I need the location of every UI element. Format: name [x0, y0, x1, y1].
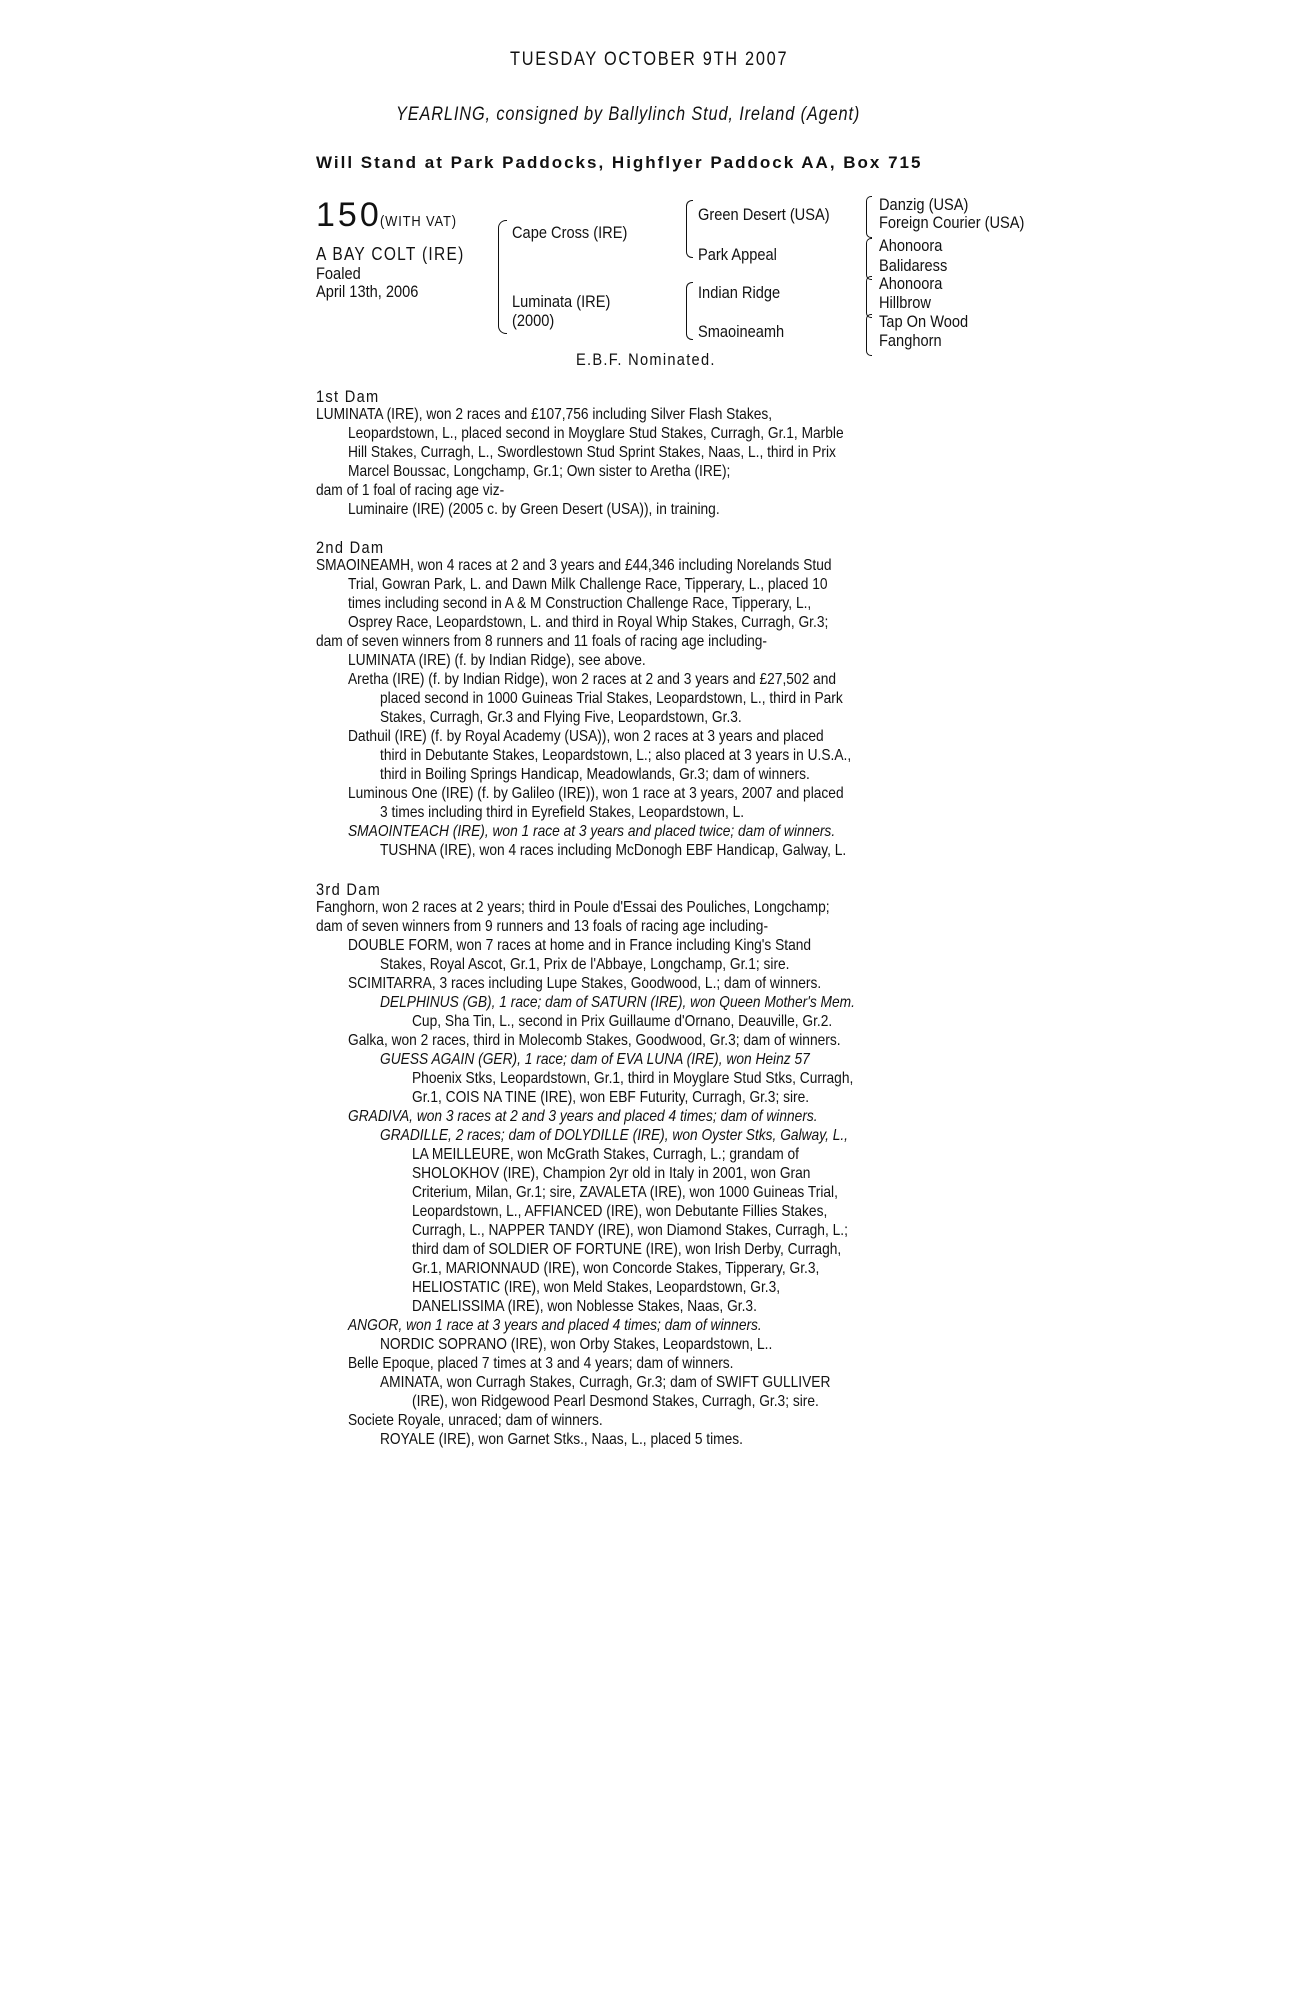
dam3-heading: 3rd Dam: [316, 880, 382, 899]
pedigree-brace-g2: [866, 238, 872, 280]
dam3-line: Stakes, Royal Ascot, Gr.1, Prix de l'Abbaye, Longchamp, Gr.1; sire.: [380, 956, 790, 973]
dam2-line: 3 times including third in Eyrefield Stakes, Leopardstown, L.: [380, 804, 745, 821]
dam: Luminata (IRE): [512, 292, 611, 311]
lot-number: 150: [316, 196, 382, 234]
great-grandsire-3: Ahonoora: [879, 274, 943, 293]
dam3-line: DELPHINUS (GB), 1 race; dam of SATURN (IRE), won Queen Mother's Mem.: [380, 994, 855, 1011]
sire-dam: Park Appeal: [698, 245, 777, 264]
stabling-location: Will Stand at Park Paddocks, Highflyer Paddock AA, Box 715: [316, 153, 923, 172]
foaled-label: Foaled: [316, 264, 361, 283]
dam-dam: Smaoineamh: [698, 322, 785, 341]
sire: Cape Cross (IRE): [512, 223, 628, 242]
dam-year: (2000): [512, 311, 555, 330]
dam1-line: Hill Stakes, Curragh, L., Swordlestown Stud Sprint Stakes, Naas, L., third in Prix: [348, 444, 836, 461]
dam3-line: Cup, Sha Tin, L., second in Prix Guillaume d'Ornano, Deauville, Gr.2.: [412, 1013, 833, 1030]
dam1-line: LUMINATA (IRE), won 2 races and £107,756 including Silver Flash Stakes,: [316, 406, 773, 423]
dam2-text: [316, 557, 1016, 867]
dam2-line: TUSHNA (IRE), won 4 races including McDonogh EBF Handicap, Galway, L.: [380, 842, 847, 859]
dam3-line: (IRE), won Ridgewood Pearl Desmond Stakes, Curragh, Gr.3; sire.: [412, 1393, 819, 1410]
dam2-line: Stakes, Curragh, Gr.3 and Flying Five, Leopardstown, Gr.3.: [380, 709, 742, 726]
dam3-line: Gr.1, COIS NA TINE (IRE), won EBF Futurity, Curragh, Gr.3; sire.: [412, 1089, 810, 1106]
dam3-line: AMINATA, won Curragh Stakes, Curragh, Gr.3; dam of SWIFT GULLIVER: [380, 1374, 831, 1391]
ebf-note: E.B.F. Nominated.: [576, 350, 716, 369]
sire-sire: Green Desert (USA): [698, 205, 830, 224]
dam3-line: LA MEILLEURE, won McGrath Stakes, Curragh, L.; grandam of: [412, 1146, 799, 1163]
dam3-line: Gr.1, MARIONNAUD (IRE), won Concorde Stakes, Tipperary, Gr.3,: [412, 1260, 820, 1277]
consignor-line: YEARLING, consigned by Ballylinch Stud, Ireland (Agent): [396, 104, 861, 125]
dam2-line: times including second in A & M Construction Challenge Race, Tipperary, L.,: [348, 595, 812, 612]
dam3-line: Curragh, L., NAPPER TANDY (IRE), won Diamond Stakes, Curragh, L.;: [412, 1222, 848, 1239]
great-granddam-4: Fanghorn: [879, 331, 942, 350]
dam3-text: [316, 899, 1016, 1459]
dam1-line: dam of 1 foal of racing age viz-: [316, 482, 505, 499]
vat-note: (WITH VAT): [380, 213, 457, 230]
pedigree-brace-main: [498, 220, 507, 334]
dam2-line: third in Boiling Springs Handicap, Meadowlands, Gr.3; dam of winners.: [380, 766, 810, 783]
dam3-line: GUESS AGAIN (GER), 1 race; dam of EVA LUNA (IRE), won Heinz 57: [380, 1051, 810, 1068]
dam3-line: Leopardstown, L., AFFIANCED (IRE), won Debutante Fillies Stakes,: [412, 1203, 828, 1220]
foaled-date: April 13th, 2006: [316, 282, 419, 301]
dam2-line: LUMINATA (IRE) (f. by Indian Ridge), see above.: [348, 652, 646, 669]
great-grandsire-2: Ahonoora: [879, 236, 943, 255]
dam2-line: dam of seven winners from 8 runners and 11 foals of racing age including-: [316, 633, 768, 650]
dam3-line: Criterium, Milan, Gr.1; sire, ZAVALETA (IRE), won 1000 Guineas Trial,: [412, 1184, 838, 1201]
great-granddam-2: Balidaress: [879, 256, 948, 275]
dam-sire: Indian Ridge: [698, 283, 781, 302]
dam2-line: Osprey Race, Leopardstown, L. and third in Royal Whip Stakes, Curragh, Gr.3;: [348, 614, 829, 631]
lot-name: A BAY COLT (IRE): [316, 244, 465, 264]
dam1-line: Leopardstown, L., placed second in Moyglare Stud Stakes, Curragh, Gr.1, Marble: [348, 425, 844, 442]
great-granddam-3: Hillbrow: [879, 293, 932, 312]
dam1-text: [316, 406, 1016, 526]
pedigree-brace-dam: [686, 282, 693, 340]
dam2-line: SMAOINTEACH (IRE), won 1 race at 3 years and placed twice; dam of winners.: [348, 823, 836, 840]
dam3-line: SHOLOKHOV (IRE), Champion 2yr old in Italy in 2001, won Gran: [412, 1165, 811, 1182]
sale-date: TUESDAY OCTOBER 9TH 2007: [510, 49, 789, 70]
dam3-line: Societe Royale, unraced; dam of winners.: [348, 1412, 603, 1429]
dam3-line: Fanghorn, won 2 races at 2 years; third in Poule d'Essai des Pouliches, Longchamp;: [316, 899, 830, 916]
dam2-line: placed second in 1000 Guineas Trial Stakes, Leopardstown, L., third in Park: [380, 690, 843, 707]
pedigree-brace-g3: [866, 276, 872, 318]
dam1-line: Luminaire (IRE) (2005 c. by Green Desert (USA)), in training.: [348, 501, 720, 518]
dam1-heading: 1st Dam: [316, 387, 380, 406]
great-grandsire-4: Tap On Wood: [879, 312, 969, 331]
dam2-heading: 2nd Dam: [316, 538, 385, 557]
dam3-line: DOUBLE FORM, won 7 races at home and in France including King's Stand: [348, 937, 812, 954]
pedigree-brace-sire: [686, 200, 693, 258]
dam2-line: SMAOINEAMH, won 4 races at 2 and 3 years and £44,346 including Norelands Stud: [316, 557, 832, 574]
dam3-line: dam of seven winners from 9 runners and 13 foals of racing age including-: [316, 918, 769, 935]
pedigree-brace-g1: [866, 196, 872, 238]
dam2-line: Aretha (IRE) (f. by Indian Ridge), won 2 races at 2 and 3 years and £27,502 and: [348, 671, 837, 688]
great-grandsire-1: Danzig (USA): [879, 195, 969, 214]
dam1-line: Marcel Boussac, Longchamp, Gr.1; Own sister to Aretha (IRE);: [348, 463, 731, 480]
dam3-line: ROYALE (IRE), won Garnet Stks., Naas, L., placed 5 times.: [380, 1431, 744, 1448]
dam3-line: ANGOR, won 1 race at 3 years and placed 4 times; dam of winners.: [348, 1317, 762, 1334]
pedigree-brace-g4: [866, 314, 872, 356]
dam3-line: DANELISSIMA (IRE), won Noblesse Stakes, Naas, Gr.3.: [412, 1298, 757, 1315]
dam3-line: NORDIC SOPRANO (IRE), won Orby Stakes, Leopardstown, L..: [380, 1336, 773, 1353]
dam3-line: GRADILLE, 2 races; dam of DOLYDILLE (IRE), won Oyster Stks, Galway, L.,: [380, 1127, 849, 1144]
great-granddam-1: Foreign Courier (USA): [879, 213, 1025, 232]
dam3-line: HELIOSTATIC (IRE), won Meld Stakes, Leopardstown, Gr.3,: [412, 1279, 781, 1296]
dam3-line: Galka, won 2 races, third in Molecomb Stakes, Goodwood, Gr.3; dam of winners.: [348, 1032, 841, 1049]
dam3-line: third dam of SOLDIER OF FORTUNE (IRE), won Irish Derby, Curragh,: [412, 1241, 842, 1258]
dam3-line: GRADIVA, won 3 races at 2 and 3 years and placed 4 times; dam of winners.: [348, 1108, 818, 1125]
dam3-line: Phoenix Stks, Leopardstown, Gr.1, third in Moyglare Stud Stks, Curragh,: [412, 1070, 854, 1087]
dam3-line: SCIMITARRA, 3 races including Lupe Stakes, Goodwood, L.; dam of winners.: [348, 975, 822, 992]
dam3-line: Belle Epoque, placed 7 times at 3 and 4 years; dam of winners.: [348, 1355, 734, 1372]
dam2-line: Dathuil (IRE) (f. by Royal Academy (USA)), won 2 races at 3 years and placed: [348, 728, 824, 745]
dam2-line: Trial, Gowran Park, L. and Dawn Milk Challenge Race, Tipperary, L., placed 10: [348, 576, 828, 593]
dam2-line: Luminous One (IRE) (f. by Galileo (IRE)), won 1 race at 3 years, 2007 and placed: [348, 785, 844, 802]
dam2-line: third in Debutante Stakes, Leopardstown, L.; also placed at 3 years in U.S.A.,: [380, 747, 852, 764]
